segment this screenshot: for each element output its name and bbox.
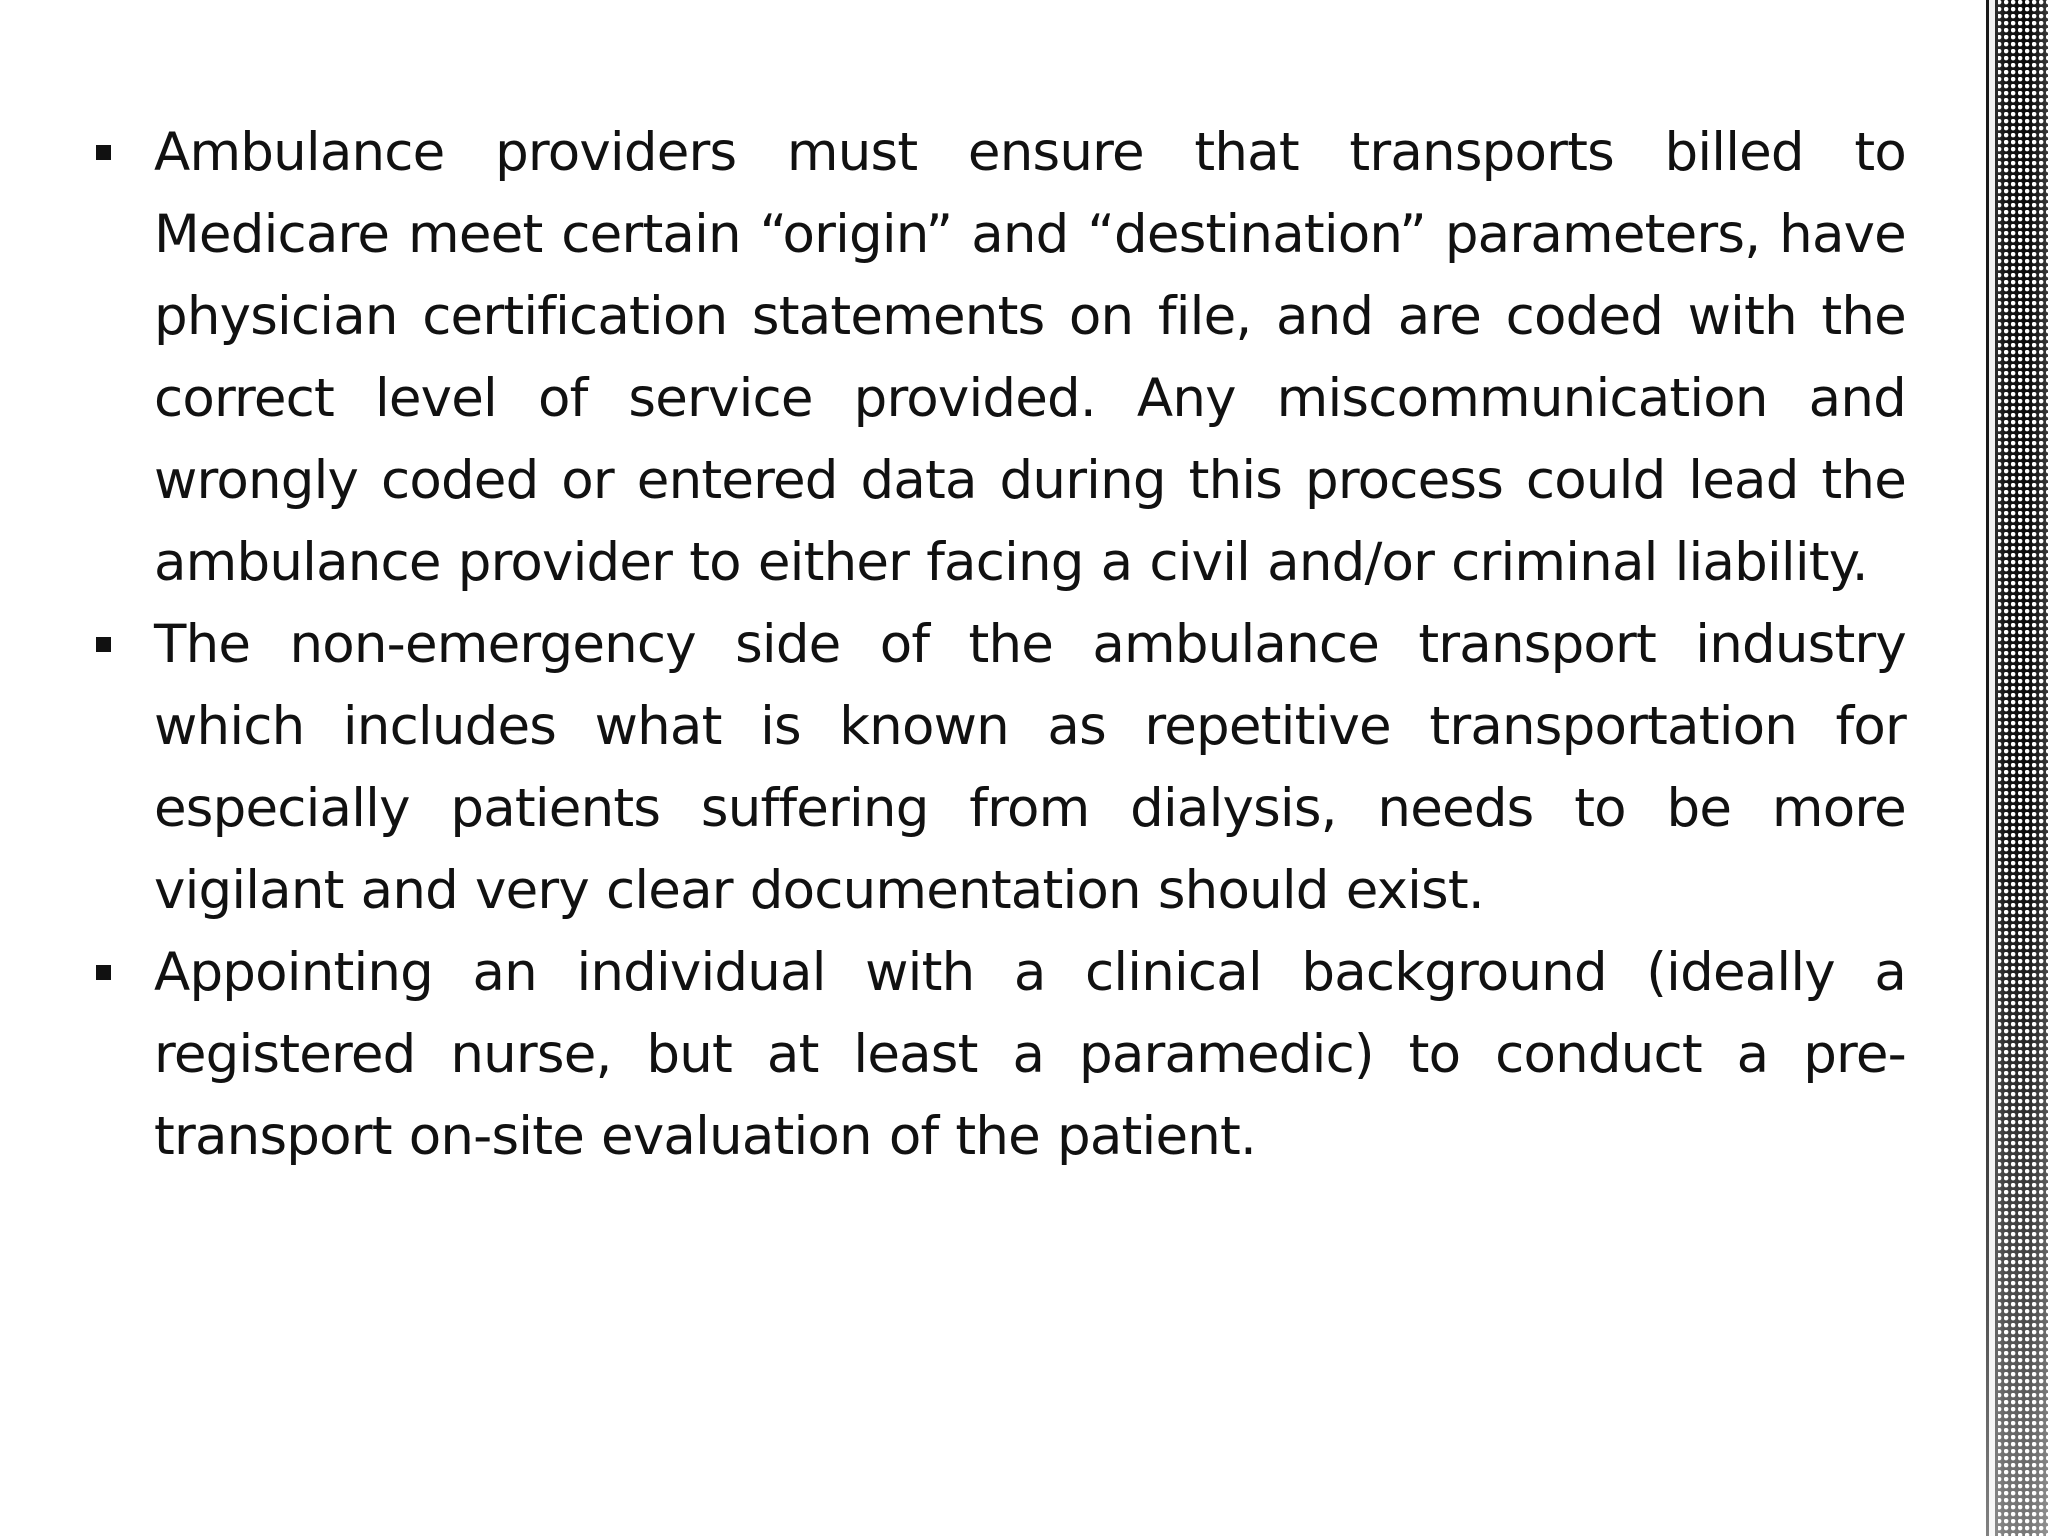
square-bullet-icon [96,145,111,160]
bullet-list [88,112,1906,1178]
square-bullet-icon [96,965,111,980]
bullet-text: The non-emergency side of the ambulance transport industry which includes what is known as repetitive transportation for especially patients suffering from dialysis, needs to be more vigilant and very clear documentation should exist. [154,614,1906,921]
bullet-item [88,604,1906,932]
bullet-item [88,932,1906,1178]
square-bullet-icon [96,637,111,652]
bullet-text: Ambulance providers must ensure that transports billed to Medicare meet certain “origin” and “destination” parameters, have physician certification statements on file, and are coded with the correct level of service provided. Any miscommunication and wrongly coded or entered data during this process could lead the ambulance provider to either facing a civil and/or criminal liability. [154,122,1906,593]
slide-content [88,112,1906,1178]
bullet-text: Appointing an individual with a clinical background (ideally a registered nurse, but at least a paramedic) to conduct a pre-transport on-site evaluation of the patient. [154,942,1906,1167]
bullet-item [88,112,1906,604]
decorative-side-strip [1983,0,2048,1536]
